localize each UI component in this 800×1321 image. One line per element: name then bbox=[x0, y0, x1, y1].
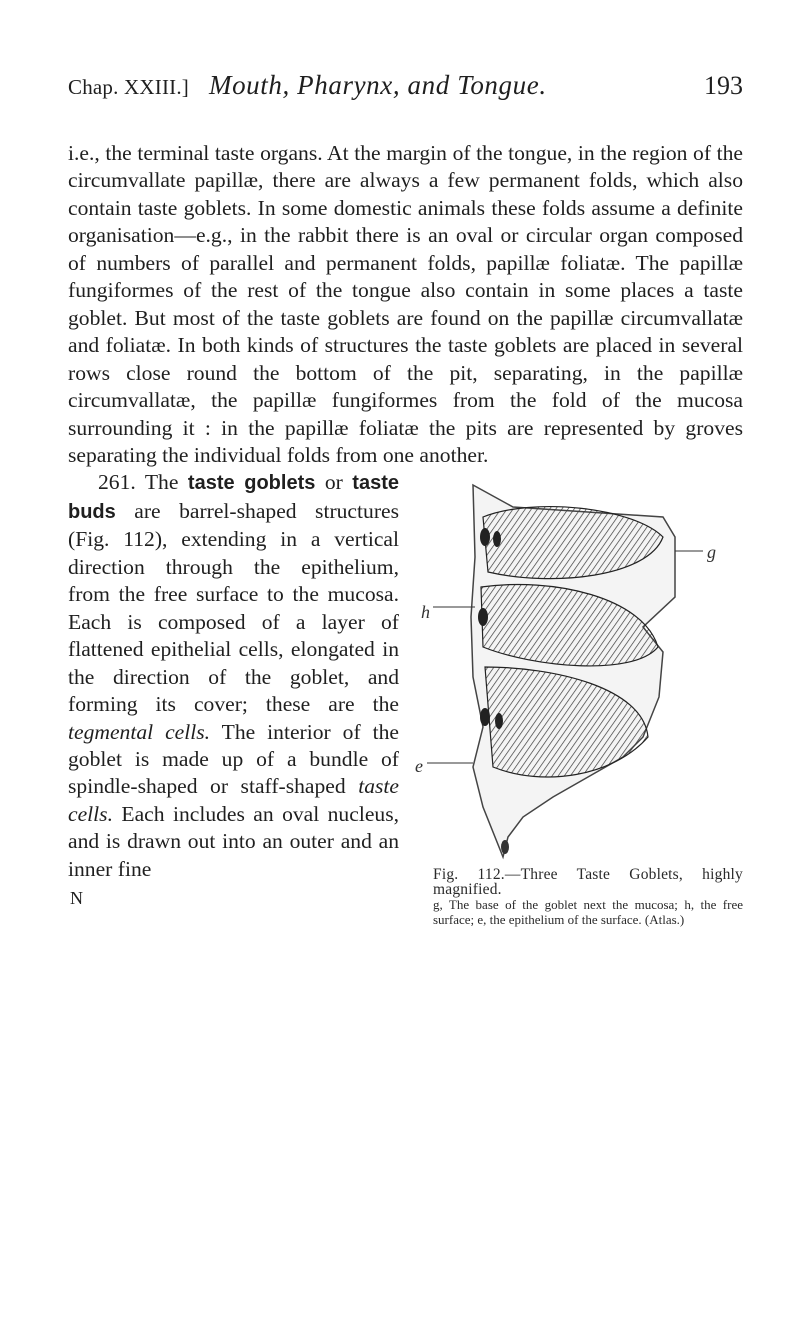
taste-goblets-illustration bbox=[413, 477, 743, 867]
conjunction-or: or bbox=[324, 470, 343, 495]
nucleus bbox=[495, 713, 503, 729]
figure-caption-description: g, The base of the goblet next the mucosa; h, the free surface; e, the epithelium of the surface. (Atlas.) bbox=[433, 897, 743, 928]
running-header bbox=[68, 70, 743, 114]
signature-mark: N bbox=[70, 888, 83, 909]
paragraph-2-text-3: Each includes an oval nucleus, and is drawn out into an outer and an inner fine bbox=[68, 801, 399, 881]
term-tegmental-cells: tegmental cells. bbox=[68, 719, 211, 744]
figure-caption bbox=[433, 867, 743, 927]
figure-112 bbox=[413, 477, 743, 928]
paragraph-2-number: 261. The bbox=[98, 470, 179, 495]
page-number: 193 bbox=[704, 71, 743, 100]
page bbox=[68, 70, 743, 928]
running-title: Mouth, Pharynx, and Tongue. bbox=[208, 70, 547, 100]
label-e: e bbox=[415, 756, 423, 777]
body-text bbox=[68, 140, 743, 928]
nucleus bbox=[501, 840, 509, 854]
term-taste-buds: taste buds bbox=[68, 472, 399, 523]
paragraph-1 bbox=[68, 140, 743, 469]
nucleus bbox=[480, 708, 490, 726]
paragraph-1-text: i.e., the terminal taste organs. At the margin of the tongue, in the region of the circumvallate papillæ, there are always a few permanent folds, which also contain taste goblets. In some domestic animals these folds assume a definite organisation—e.g., in the rabbit there is an oval or circular organ composed of numbers of parallel and permanent folds, papillæ foliatæ. The papillæ fungiformes of the rest of the tongue also contain in some places a taste goblet. But most of the taste goblets are found on the papillæ circumvallatæ and foliatæ. In both kinds of structures the taste goblets are placed in several rows close round the bottom of the pit, separating, in the papillæ circumvallatæ, the papillæ fungiformes from the fold of the mucosa surrounding it : in the papillæ foliatæ the pits are represented by groves separating the individual folds from one another. bbox=[68, 141, 743, 467]
nucleus bbox=[478, 608, 488, 626]
paragraph-2-text-1: are barrel-shaped structures (Fig. 112), extending in a vertical direction through the epithelium, from the free surface to the mucosa. Each is composed of a layer of flattened epithelial cells, elongated in the direction of the goblet, and forming its cover; these are the bbox=[68, 498, 399, 717]
term-taste-cells: taste cells. bbox=[68, 774, 399, 826]
nucleus bbox=[493, 531, 501, 547]
paragraph-2-text-2: The interior of the goblet is made up of a bundle of spindle-shaped or staff-shaped bbox=[68, 719, 399, 799]
figure-caption-title: Fig. 112.—Three Taste Goblets, highly magnified. bbox=[433, 866, 743, 899]
label-g: g bbox=[707, 542, 716, 563]
chapter-label: Chap. XXIII.] bbox=[68, 75, 189, 99]
nucleus bbox=[480, 528, 490, 546]
label-h: h bbox=[421, 602, 430, 623]
term-taste-goblets: taste goblets bbox=[187, 472, 316, 495]
